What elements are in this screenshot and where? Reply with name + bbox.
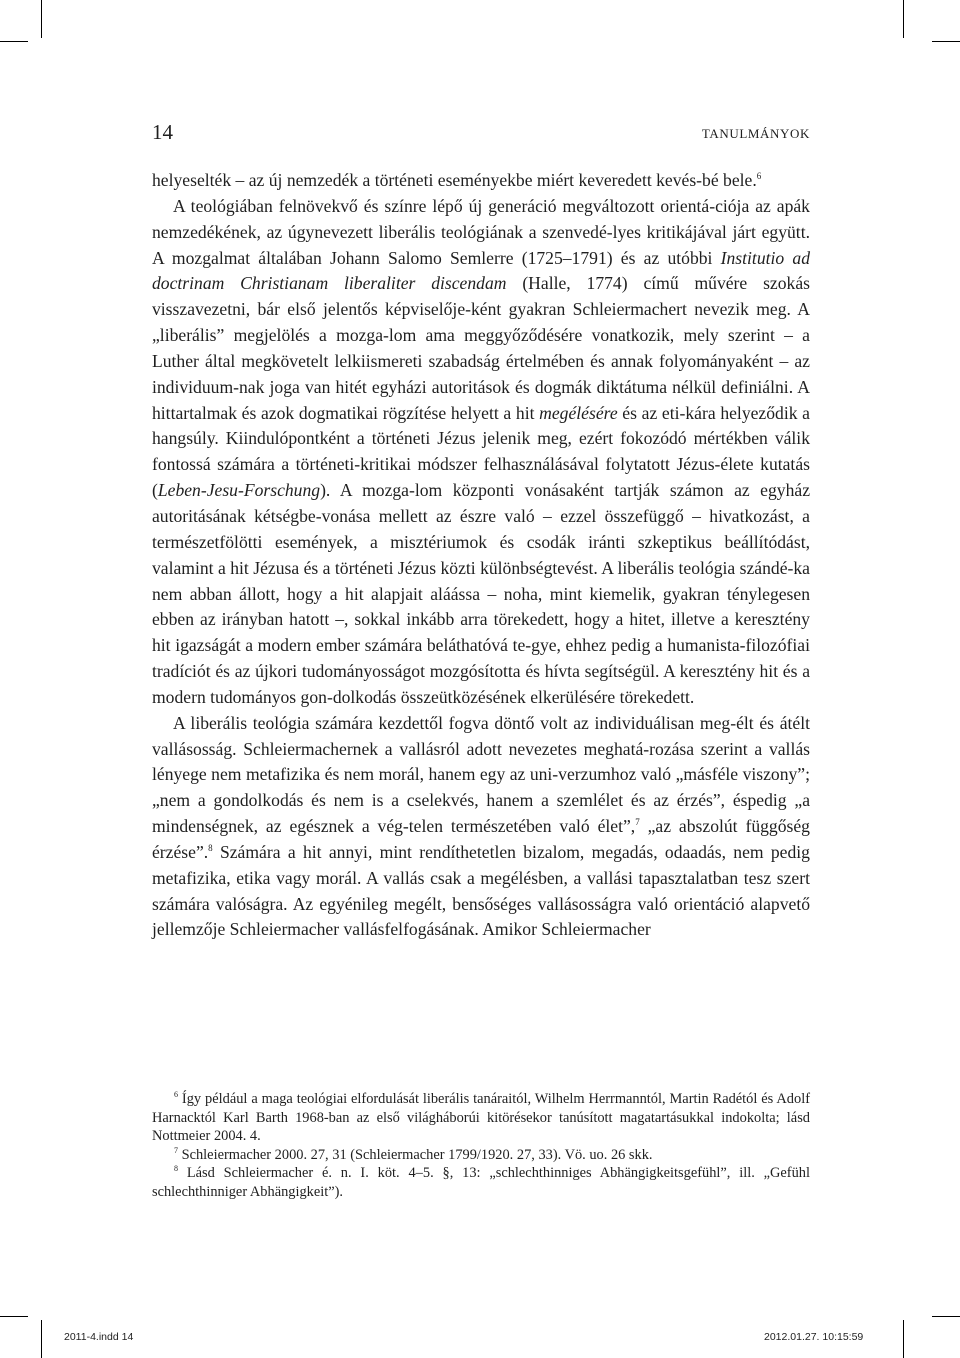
footnote-ref: 7 [635, 817, 640, 828]
text-run: élt és átélt vallásosság. Schleiermachernek a vallásról adott nevezetes meghatá- [152, 712, 810, 759]
text-run: lyes kritikájával járt együtt. A mozgalmat általában Johann Salomo Semlerre [152, 221, 810, 268]
slug-timestamp: 2012.01.27. 10:15:59 [764, 1331, 864, 1343]
text-run: ka nem abban állott, hogy a hit alapjait aláássa – noha, mint kiemelik, gyakran [152, 557, 810, 604]
slug-filename: 2011-4.indd 14 [64, 1331, 134, 1343]
text-run: helyeselték – az új nemzedék a történeti eseményekbe miért keveredett kevés- [152, 170, 703, 190]
running-head: TANULMÁNYOK [701, 126, 810, 141]
footnote [152, 1164, 810, 1201]
footnote-ref: 6 [756, 171, 762, 181]
text-run: (1725–1791) és az utóbbi [521, 247, 721, 268]
text-run: kára helyeződik a hangsúly. Kiindulópontként a történeti Jézus jelenik meg, [152, 402, 810, 449]
body-text [152, 168, 810, 943]
text-run: gye, ehhez pedig a humanista-filozófiai tradíciót és az újkori tudományosságot [152, 635, 810, 682]
crop-mark [41, 1320, 42, 1358]
paragraph [152, 711, 810, 944]
text-run: lelkiismereti szabadság értelmében és annak folyományaként – az individuum- [152, 350, 810, 397]
text-run: dolkodás összeütközésének elkerülésére törekedett. [332, 686, 695, 707]
paragraph [152, 194, 810, 711]
crop-mark [41, 0, 42, 38]
text-run: telen természetében való élet”, [408, 816, 636, 837]
paragraph [152, 168, 810, 194]
italic-text: megélésére [539, 402, 618, 423]
footnote [152, 1090, 810, 1146]
text-run: Számára a hit [212, 841, 322, 862]
text-run: események, a misztériumok és csodák iránti szkeptikus beállítódást, valamint a [152, 531, 810, 578]
crop-mark [903, 0, 904, 38]
text-run: etika vagy morál. A vallás csak a megélésben, a vallási tapasztalatban tesz szert [236, 867, 810, 888]
text-run: rozása szerint a vallás lényege nem metafizika és nem morál, hanem egy az uni- [152, 738, 810, 785]
italic-text: Leben-Jesu-Forschung [157, 480, 321, 501]
text-run: ciója az apák nemzedékének, az úgynevezett liberális teológiának a szenvedé- [152, 195, 810, 242]
page-number: 14 [152, 120, 173, 144]
footnote-number: 7 [174, 1145, 178, 1155]
footnote-number: 8 [174, 1164, 178, 1174]
text-run: alapvető jellemzője Schleiermacher vallásfelfogásának. Amikor Schleiermacher [152, 893, 811, 940]
text-run: ). A mozga- [320, 480, 415, 501]
footnote-text: Schleiermacher 2000. 27, 31 (Schleiermacher 1799/1920. 27, 33). Vö. uo. 26 skk. [178, 1146, 653, 1163]
italic-text: Institutio ad doctrinam Christianam liberaliter discendam [152, 247, 810, 294]
footnote-text: Lásd Schleiermacher é. n. I. köt. 4–5. §, 13: „schlechthinniges Abhängigkeitsgefühl”, ill. „Gefühl schlechthinniger Abhängigkeit”). [152, 1165, 810, 1200]
text-run: A liberális teológia számára kezdettől fogva döntő volt az individuálisan meg- [173, 712, 737, 733]
text-run: (Halle, 1774) című művére szokás visszavezetni, bár első jelentős képviselője- [152, 273, 810, 320]
footnote [152, 1146, 810, 1165]
text-run: hit Jézusa és a történeti Jézus közti különbségtevést. A liberális teológia szándé- [230, 557, 794, 578]
crop-mark [903, 1320, 904, 1358]
text-run: nak joga van hitét egyházi autoritások és dogmák diktátuma nélkül definiálni. [239, 376, 794, 397]
text-run: bé bele. [702, 170, 757, 190]
text-run: felhasználásával folytatott Jézus-élete kutatás ( [152, 454, 810, 501]
text-run: hitet, illetve a keresztény hit igazságát a modern ember számára beláthatóvá te- [152, 609, 810, 656]
footnote-ref: 8 [208, 842, 213, 853]
crop-mark [932, 1316, 960, 1317]
text-run: lom központi vonásaként tartják számon az egyház autoritásának kétségbe- [152, 480, 810, 526]
text-run: mozgósította és hívta segítségül. A keresztény hit és a modern tudományos gon- [152, 661, 810, 707]
text-run: annyi, mint rendíthetetlen bizalom, megadás, odaadás, nem pedig metafizika, [152, 841, 810, 888]
page-header [152, 120, 810, 154]
text-run: verzumhoz való „másféle viszony”; „nem a gondolkodás és nem is a cselekvés, [152, 764, 810, 811]
text-run: „az abszolút függőség érzése”. [152, 816, 810, 862]
footnote-text: Így például a maga teológiai elfordulását liberális tanáraitól, Wilhelm Herrmanntól, Martin Radétól és Adolf Harnacktól Karl Barth 1968-ban az első világháborúi kitörésekor tanúsított magatartásukkal indokolta; lásd Nottmeier 2004. 4. [152, 1091, 810, 1145]
text-run: ezért fokozódó mértékben válik fontossá számára a történeti-kritikai módszer [152, 428, 810, 475]
text-run: vonása mellett az észre való – ezzel összefüggő – hivatkozást, a természetfölötti [152, 505, 810, 552]
crop-mark [0, 1316, 28, 1317]
text-run: ténylegesen ebben az irányban hatott –, sokkal inkább arra törekedett, hogy a [152, 583, 810, 630]
footnotes [152, 1090, 810, 1202]
crop-mark [932, 41, 960, 42]
text-run: A teológiában felnövekvő és színre lépő új generáció megváltozott orientá- [173, 195, 716, 216]
text-run: ként gyakran Schleiermachert nevezik meg. A „liberális” megjelölés a mozga- [152, 299, 810, 346]
text-run: lom ama meggyőződésére vonatkozik, mely szerint – a Luther által megkövetelt [152, 325, 810, 371]
crop-mark [0, 41, 28, 42]
text-run: hanem a szemlélet és az érzés”, éspedig „a mindenségnek, az egésznek a vég- [152, 790, 810, 837]
text-run: számára valóságra. Az egyénileg megélt, bensőséges vallásosságra való orientáció [152, 893, 745, 914]
text-run: A hittartalmak és azok dogmatikai rögzítése helyett a hit [152, 376, 810, 423]
footnote-number: 6 [174, 1090, 178, 1099]
text-run: és az eti- [617, 402, 686, 423]
